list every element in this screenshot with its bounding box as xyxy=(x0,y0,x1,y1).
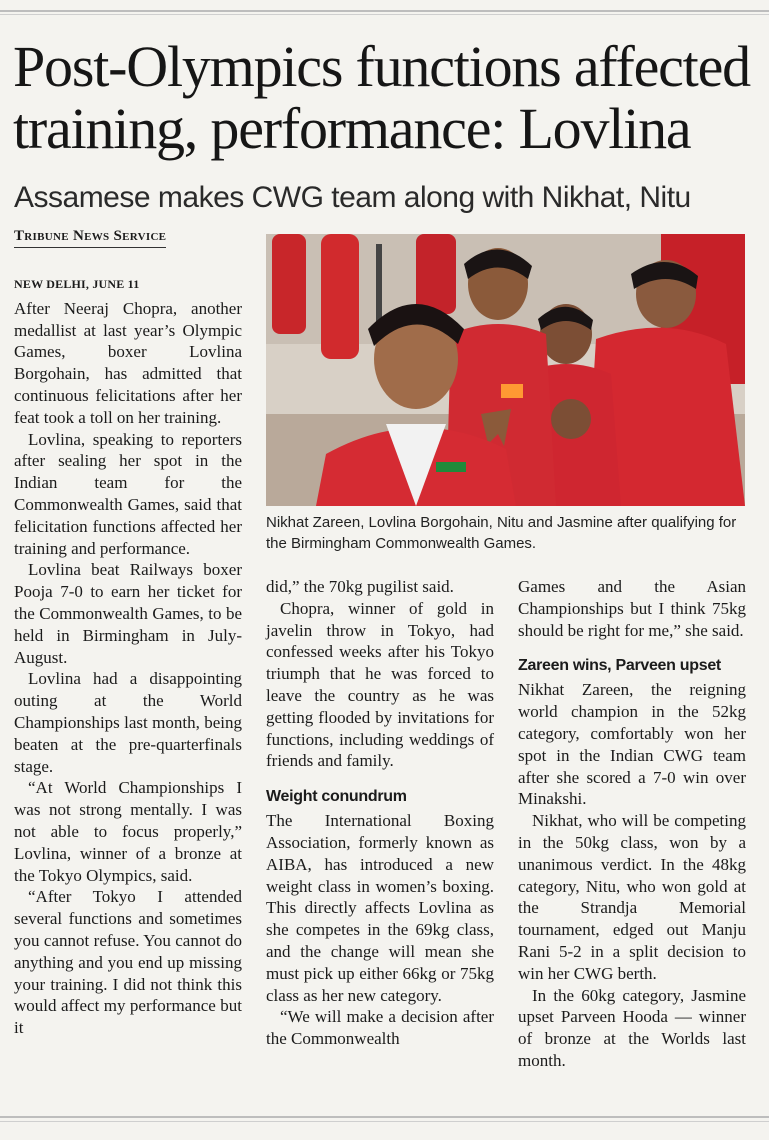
top-rule-thin xyxy=(0,14,769,15)
paragraph: Chopra, winner of gold in javelin throw in Tokyo, had confessed weeks after his Tokyo triumph that he was forced to leave the country as he was getting flooded by invitations for functions, including weddings of friends and family. xyxy=(266,598,494,771)
paragraph: Nikhat, who will be competing in the 50kg class, won by a unanimous verdict. In the 48kg category, Nitu, who won gold at the Strandja Memorial tournament, edged out Manju Rani 5-2 in a split decision to win her CWG berth. xyxy=(518,811,746,983)
boxers-photo-illustration xyxy=(266,234,745,506)
photo-caption: Nikhat Zareen, Lovlina Borgohain, Nitu and Jasmine after qualifying for the Birmingham Commonwealth Games. xyxy=(266,514,737,552)
subheadline: Assamese makes CWG team along with Nikhat, Nitu xyxy=(14,181,691,214)
bottom-rule xyxy=(0,1116,769,1118)
paragraph: After Neeraj Chopra, another medallist at last year’s Olympic Games, boxer Lovlina Borgohain, has admitted that continuous felicitations after her feat took a toll on her training. xyxy=(14,298,242,427)
paragraph: Lovlina beat Railways boxer Pooja 7-0 to earn her ticket for the Commonwealth Games, to be held in Birmingham in July-August. xyxy=(14,560,242,667)
paragraph: Lovlina had a disappointing outing at the World Championships last month, being beaten at the pre-quarterfinals stage. xyxy=(14,669,242,776)
paragraph: “At World Championships I was not strong mentally. I was not able to focus properly,” Lovlina, winner of a bronze at the Tokyo Olympics, said. xyxy=(14,778,242,885)
section-heading-zareen-wins: Zareen wins, Parveen upset xyxy=(518,657,721,675)
paragraph: The International Boxing Association, formerly known as AIBA, has introduced a new weight class in women’s boxing. This directly affects Lovlina as she competes in the 69kg class, and the change will mean she must pick up either 66kg or 75kg class as her new category. xyxy=(266,811,494,1005)
byline: Tribune News Service xyxy=(14,228,166,248)
paragraph: “After Tokyo I attended several functions and sometimes you cannot refuse. You cannot do anything and you end up missing your training. I did not think this would affect my performance but it xyxy=(14,887,242,1038)
top-rule xyxy=(0,10,769,12)
paragraph: “We will make a decision after the Commonwealth xyxy=(266,1007,494,1049)
team-photo xyxy=(266,234,745,506)
paragraph: In the 60kg category, Jasmine upset Parveen Hooda — winner of bronze at the Worlds last month. xyxy=(518,985,746,1070)
column-1 xyxy=(14,274,242,1039)
headline: Post-Olympics functions affected training, performance: Lovlina xyxy=(13,34,750,161)
paragraph: Games and the Asian Championships but I think 75kg should be right for me,” she said. xyxy=(518,577,746,640)
bottom-rule-thin xyxy=(0,1121,769,1122)
column-3 xyxy=(518,576,746,1072)
paragraph: did,” the 70kg pugilist said. xyxy=(266,577,454,596)
section-heading-weight-conundrum: Weight conundrum xyxy=(266,788,407,806)
column-2 xyxy=(266,576,494,1050)
dateline: NEW DELHI, JUNE 11 xyxy=(14,277,140,291)
paragraph: Lovlina, speaking to reporters after sealing her spot in the Indian team for the Commonwealth Games, said that felicitation functions affected her training and performance. xyxy=(14,429,242,558)
paragraph: Nikhat Zareen, the reigning world champion in the 52kg category, comfortably won her spot in the Indian CWG team after she scored a 7-0 win over Minakshi. xyxy=(518,680,746,809)
